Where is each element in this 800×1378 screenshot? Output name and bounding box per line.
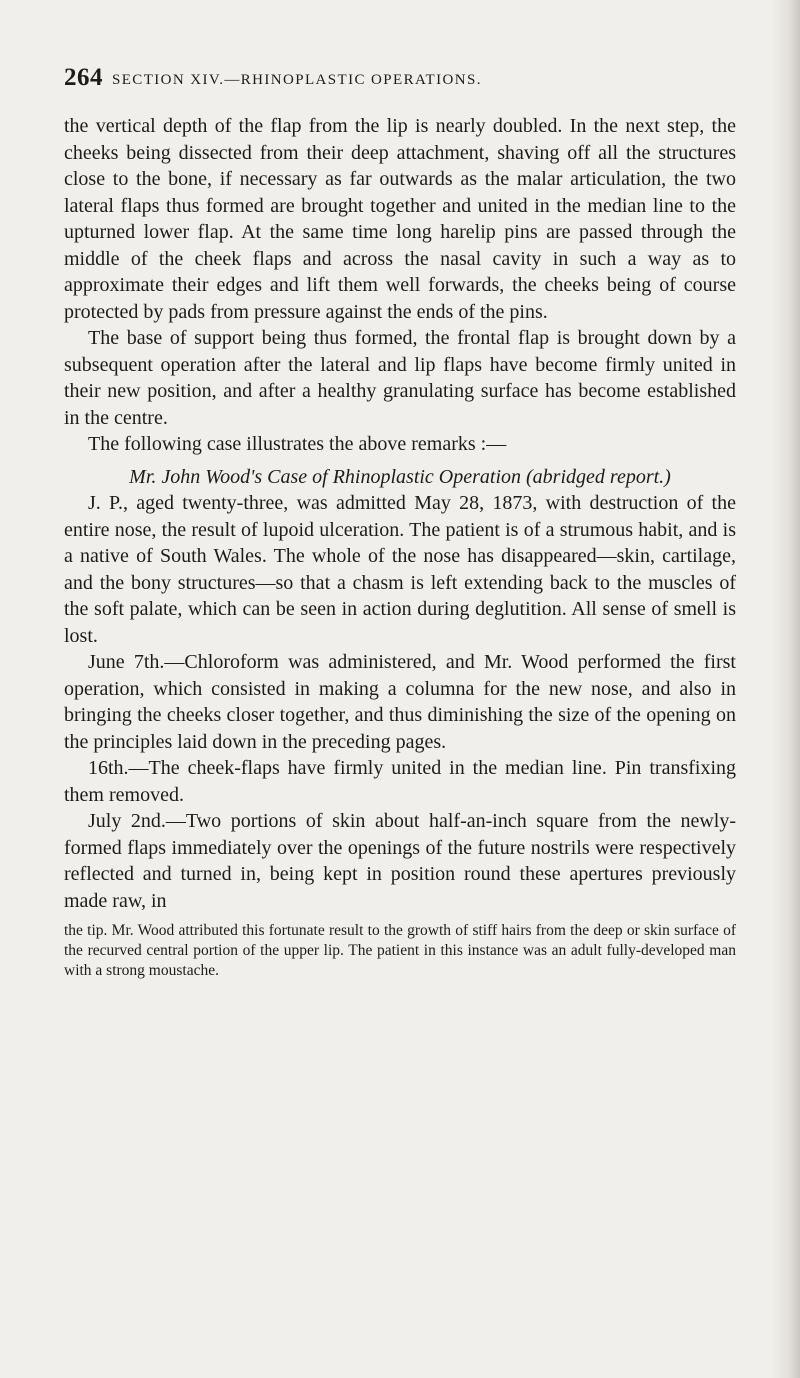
paragraph-continuation: the vertical depth of the flap from the lip is nearly doubled. In the next step, the cheeks being dissected from their deep attachment, shaving off all the structures close to the bone, if necessary as far outwards as the malar articulation, the two lateral flaps thus formed are brought together and united in the median line to the upturned lower flap. At the same time long harelip pins are passed through the middle of the cheek flaps and across the nasal cavity in such a way as to approximate their edges and lift them well forwards, the cheeks being of course protected by pads from pressure against the ends of the pins. [64,115,736,323]
paragraph-base-of-support: The base of support being thus formed, the frontal flap is brought down by a subsequent operation after the lateral and lip flaps have become firmly united in their new position, and after a healthy granulating surface has become established in the centre. [64,327,736,429]
page-edge-shadow [772,0,800,1378]
body-text [64,113,736,981]
case-paragraph-16th: 16th.—The cheek-flaps have firmly united in the median line. Pin transfixing them removed. [64,757,736,806]
case-paragraph-june-7: June 7th.—Chloroform was administered, and Mr. Wood performed the first operation, which consisted in making a columna for the new nose, and also in bringing the cheeks closer together, and thus diminishing the size of the opening on the principles laid down in the preceding pages. [64,651,736,753]
page-header [64,64,744,94]
case-paragraph-admission: J. P., aged twenty-three, was admitted May 28, 1873, with destruction of the entire nose, the result of lupoid ulceration. The patient is of a strumous habit, and is a native of South Wales. The whole of the nose has disappeared—skin, cartilage, and the bony structures—so that a chasm is left extending back to the muscles of the soft palate, which can be seen in action during deglutition. All sense of smell is lost. [64,492,736,647]
page-number: 264 [64,64,103,91]
footnote: the tip. Mr. Wood attributed this fortunate result to the growth of stiff hairs from the deep or skin surface of the recurved central portion of the upper lip. The patient in this instance was an adult fully-developed man with a strong moustache. [64,922,736,979]
running-head: SECTION XIV.—RHINOPLASTIC OPERATIONS. [112,72,482,88]
case-paragraph-july-2: July 2nd.—Two portions of skin about half-an-inch square from the newly-formed flaps immediately over the openings of the future nostrils were respectively reflected and turned in, being kept in position round these apertures previously made raw, in [64,810,736,912]
paragraph-following-case: The following case illustrates the above remarks :— [88,433,507,455]
case-title: Mr. John Wood's Case of Rhinoplastic Operation (abridged report.) [129,465,671,488]
